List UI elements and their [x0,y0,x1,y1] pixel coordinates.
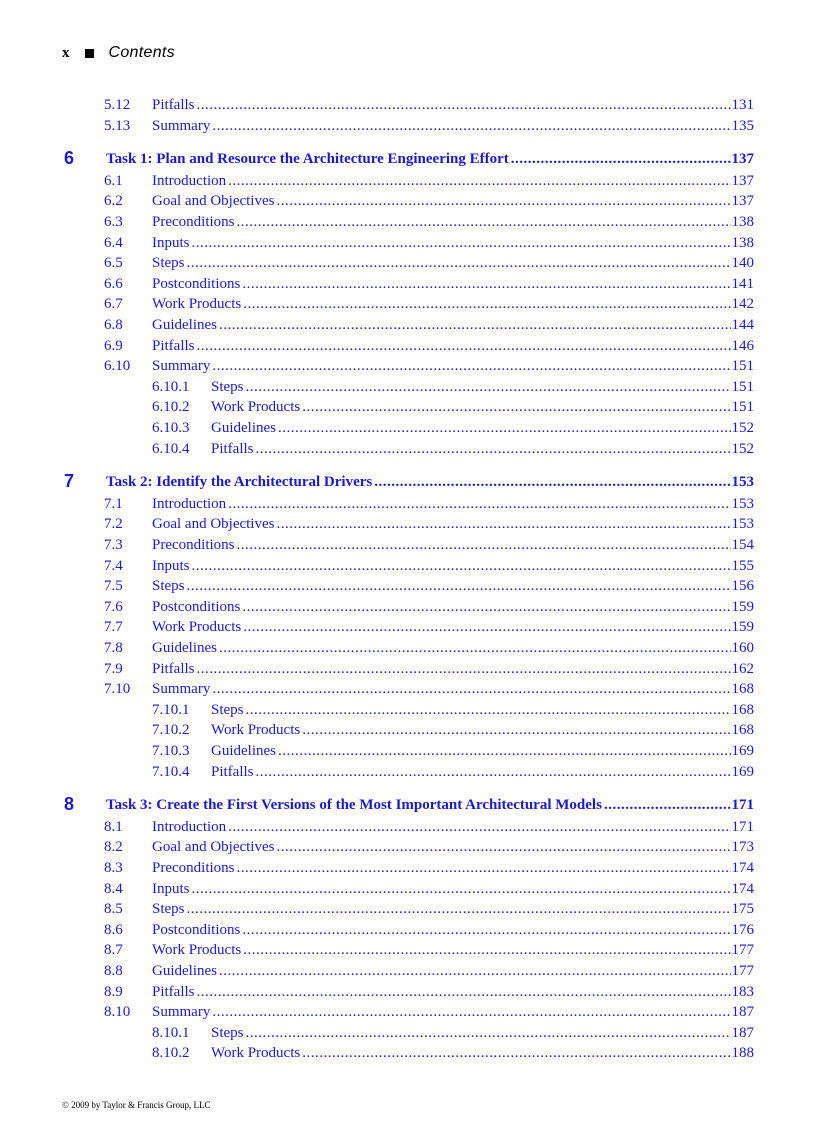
toc-entry[interactable] [0,315,816,335]
toc-entry-page: 168 [731,681,754,698]
toc-entry-title: Steps [211,378,244,395]
toc-entry-title: Work Products [152,619,242,636]
toc-entry[interactable] [0,1043,816,1063]
toc-entry-number: 6.4 [104,234,123,251]
toc-entry-page: 138 [731,214,754,230]
toc-entry[interactable] [0,494,816,514]
toc-entry-title: Steps [152,255,185,272]
dot-leader [228,494,730,514]
toc-entry-title: Guidelines [211,743,276,759]
toc-entry-title: Pitfalls [152,97,195,113]
toc-entry-page: 159 [731,619,754,636]
dot-leader [237,535,731,555]
toc-entry-number: 5.12 [104,97,131,113]
dot-leader [228,817,730,837]
toc-entry[interactable] [0,762,816,782]
toc-entry-number: 6.2 [104,193,123,210]
toc-entry-number: 7 [64,471,75,492]
toc-entry-page: 154 [731,537,754,553]
toc-entry-page: 188 [731,1045,754,1062]
toc-entry-page: 187 [731,1024,754,1041]
toc-entry[interactable] [0,116,816,136]
toc-entry[interactable] [0,617,816,637]
dot-leader [276,191,730,211]
toc-entry-page: 169 [731,743,754,759]
toc-entry[interactable] [0,1023,816,1043]
dot-leader [242,274,730,294]
toc-entry-page: 156 [731,578,754,595]
dot-leader [278,741,731,761]
toc-entry-title: Inputs [152,234,190,251]
toc-entry[interactable] [0,95,816,115]
toc-entry-title: Summary [152,1004,211,1021]
dot-leader [302,1043,730,1063]
toc-entry-page: 135 [731,117,754,134]
toc-entry-number: 7.4 [104,557,123,574]
toc-entry-page: 173 [731,839,754,856]
toc-entry-page: 174 [731,880,754,897]
toc-entry-page: 155 [731,557,754,574]
toc-entry-number: 7.10 [104,681,131,698]
toc-entry[interactable] [0,597,816,617]
toc-entry-number: 8.9 [104,983,123,1000]
toc-entry-title: Preconditions [152,860,235,876]
toc-entry[interactable] [0,556,816,576]
toc-entry-page: 153 [731,495,754,512]
dot-leader [256,762,731,782]
toc-entry-title: Pitfalls [152,983,195,1000]
toc-entry-page: 137 [731,193,754,210]
toc-entry-number: 7.9 [104,660,123,677]
toc-entry[interactable] [0,940,816,960]
toc-entry-page: 168 [731,722,754,739]
dot-leader [212,1002,730,1022]
toc-entry-number: 7.8 [104,640,123,656]
toc-entry-number: 6.10.3 [152,420,190,436]
toc-entry-number: 7.5 [104,578,123,595]
toc-entry-page: 175 [731,901,754,918]
toc-entry-title: Summary [152,117,211,134]
dot-leader [374,472,730,492]
toc-chapter-entry[interactable] [0,472,816,492]
toc-entry[interactable] [0,1002,816,1022]
toc-entry-title: Preconditions [152,537,235,553]
dot-leader [256,439,731,459]
dot-leader [242,597,730,617]
toc-entry[interactable] [0,879,816,899]
dot-leader [187,576,731,596]
toc-entry-page: 153 [731,516,754,533]
toc-entry-number: 8.10 [104,1004,131,1021]
toc-entry-page: 141 [731,275,754,292]
toc-entry-title: Guidelines [152,963,217,979]
toc-entry-number: 8.3 [104,860,123,876]
toc-entry-page: 146 [731,337,754,354]
toc-entry[interactable] [0,356,816,376]
dot-leader [187,253,731,273]
toc-entry-page: 131 [731,97,754,113]
toc-entry-title: Pitfalls [211,440,254,457]
toc-entry-number: 6.10 [104,358,131,375]
dot-leader [278,418,731,438]
toc-entry-title: Postconditions [152,598,241,615]
toc-entry-page: 168 [731,701,754,718]
toc-entry-number: 6.10.1 [152,378,190,395]
toc-entry-page: 137 [731,172,754,189]
dot-leader [219,961,731,981]
dot-leader [246,700,731,720]
toc-entry-title: Steps [152,901,185,918]
dot-leader [197,982,731,1002]
running-header [62,43,175,63]
toc-entry-title: Postconditions [152,921,241,938]
toc-entry-number: 8.1 [104,818,123,835]
dot-leader [197,659,731,679]
dot-leader [228,171,730,191]
toc-entry[interactable] [0,191,816,211]
toc-entry-title: Goal and Objectives [152,516,275,533]
toc-entry-number: 6.3 [104,214,123,230]
toc-entry-number: 5.13 [104,117,131,134]
toc-entry[interactable] [0,899,816,919]
toc-entry-page: 159 [731,598,754,615]
toc-entry-page: 151 [731,378,754,395]
toc-entry-number: 8.2 [104,839,123,856]
toc-entry[interactable] [0,294,816,314]
toc-entry-title: Inputs [152,557,190,574]
dot-leader [243,617,730,637]
dot-leader [197,95,731,115]
toc-entry-title: Introduction [152,495,227,512]
toc-entry[interactable] [0,274,816,294]
toc-entry-title: Work Products [211,399,301,416]
toc-entry-number: 6.5 [104,255,123,272]
dot-leader [246,1023,731,1043]
toc-entry[interactable] [0,397,816,417]
toc-entry[interactable] [0,837,816,857]
toc-entry-page: 142 [731,296,754,313]
toc-entry-title: Postconditions [152,275,241,292]
toc-entry-title: Task 3: Create the First Versions of the Most Important Architectural Models [106,797,602,814]
dot-leader [219,315,731,335]
toc-entry-title: Preconditions [152,214,235,230]
toc-entry[interactable] [0,659,816,679]
toc-entry-number: 7.10.4 [152,763,190,780]
toc-entry-page: 152 [731,420,754,436]
toc-entry-number: 7.10.3 [152,743,190,759]
toc-entry-page: 138 [731,234,754,251]
toc-entry-page: 162 [731,660,754,677]
toc-entry-title: Summary [152,358,211,375]
toc-entry-title: Summary [152,681,211,698]
toc-entry-number: 7.6 [104,598,123,615]
toc-entry-page: 176 [731,921,754,938]
toc-chapter-entry[interactable] [0,795,816,815]
toc-entry-number: 8.6 [104,921,123,938]
toc-entry-title: Task 1: Plan and Resource the Architecture Engineering Effort [106,151,509,168]
toc-entry-title: Goal and Objectives [152,193,275,210]
toc-entry-title: Work Products [152,942,242,959]
toc-entry-page: 177 [731,942,754,959]
toc-entry-page: 183 [731,983,754,1000]
toc-entry[interactable] [0,720,816,740]
toc-entry[interactable] [0,741,816,761]
toc-entry-number: 7.7 [104,619,123,636]
dot-leader [276,514,730,534]
toc-entry-title: Guidelines [152,317,217,333]
toc-entry-number: 6.6 [104,275,123,292]
dot-leader [302,397,730,417]
toc-entry-number: 7.10.2 [152,722,190,739]
toc-entry-number: 6.1 [104,172,123,189]
page-title: Contents [108,44,175,61]
toc-entry-title: Task 2: Identify the Architectural Drivers [106,474,373,491]
toc-entry[interactable] [0,377,816,397]
toc-entry[interactable] [0,638,816,658]
toc-entry-page: 171 [731,797,754,814]
copyright-footer: © 2009 by Taylor & Francis Group, LLC [62,1100,211,1110]
dot-leader [192,556,731,576]
dot-leader [187,899,731,919]
toc-entry-title: Pitfalls [152,337,195,354]
toc-entry-page: 171 [731,818,754,835]
toc-entry-number: 7.1 [104,495,123,512]
toc-entry-number: 6.7 [104,296,123,313]
toc-entry-number: 8.10.2 [152,1045,190,1062]
toc-entry-title: Introduction [152,172,227,189]
toc-entry-number: 8.5 [104,901,123,918]
toc-entry-title: Inputs [152,880,190,897]
toc-entry-number: 6.8 [104,317,123,333]
toc-entry-title: Steps [152,578,185,595]
toc-entry-title: Steps [211,701,244,718]
toc-entry-number: 6.10.2 [152,399,190,416]
toc-entry[interactable] [0,418,816,438]
dot-leader [511,149,731,169]
dot-leader [192,233,731,253]
toc-entry[interactable] [0,336,816,356]
toc-entry[interactable] [0,439,816,459]
toc-entry-title: Pitfalls [211,763,254,780]
toc-entry-number: 6 [64,148,75,169]
toc-entry[interactable] [0,817,816,837]
toc-entry-page: 169 [731,763,754,780]
toc-entry-page: 177 [731,963,754,979]
toc-entry-title: Work Products [152,296,242,313]
square-bullet-icon [85,49,94,58]
toc-entry-title: Work Products [211,1045,301,1062]
toc-entry-page: 144 [731,317,754,333]
toc-entry-page: 174 [731,860,754,876]
dot-leader [243,294,730,314]
toc-entry-number: 8.7 [104,942,123,959]
toc-entry[interactable] [0,576,816,596]
toc-entry-title: Pitfalls [152,660,195,677]
dot-leader [242,920,730,940]
toc-entry-number: 8.8 [104,963,123,979]
dot-leader [212,116,730,136]
toc-entry-title: Guidelines [211,420,276,436]
page-number: x [62,44,70,61]
toc-entry-number: 6.10.4 [152,440,190,457]
dot-leader [604,795,731,815]
toc-entry[interactable] [0,253,816,273]
toc-entry-title: Guidelines [152,640,217,656]
toc-entry[interactable] [0,982,816,1002]
toc-entry-page: 152 [731,440,754,457]
dot-leader [237,858,731,878]
dot-leader [302,720,730,740]
toc-entry[interactable] [0,514,816,534]
dot-leader [212,679,730,699]
toc-entry-number: 8.4 [104,880,123,897]
toc-entry[interactable] [0,233,816,253]
toc-entry-page: 187 [731,1004,754,1021]
dot-leader [192,879,731,899]
dot-leader [212,356,730,376]
toc-entry-number: 8 [64,794,75,815]
dot-leader [197,336,731,356]
toc-entry-title: Goal and Objectives [152,839,275,856]
dot-leader [237,212,731,232]
toc-entry-number: 7.10.1 [152,701,190,718]
dot-leader [276,837,730,857]
toc-entry[interactable] [0,679,816,699]
dot-leader [219,638,731,658]
toc-entry[interactable] [0,171,816,191]
dot-leader [246,377,731,397]
toc-entry-number: 7.3 [104,537,123,553]
toc-entry[interactable] [0,858,816,878]
toc-entry-number: 7.2 [104,516,123,533]
toc-entry-page: 153 [731,474,754,491]
toc-entry-page: 151 [731,399,754,416]
toc-entry-title: Introduction [152,818,227,835]
toc-entry-page: 140 [731,255,754,272]
toc-entry[interactable] [0,961,816,981]
toc-entry-number: 8.10.1 [152,1024,190,1041]
toc-entry-title: Steps [211,1024,244,1041]
toc-entry-number: 6.9 [104,337,123,354]
dot-leader [243,940,730,960]
toc-entry[interactable] [0,212,816,232]
toc-entry-page: 160 [731,640,754,656]
toc-entry-page: 137 [731,151,754,168]
toc-entry[interactable] [0,920,816,940]
toc-entry[interactable] [0,535,816,555]
toc-entry[interactable] [0,700,816,720]
toc-entry-title: Work Products [211,722,301,739]
toc-entry-page: 151 [731,358,754,375]
toc-chapter-entry[interactable] [0,149,816,169]
